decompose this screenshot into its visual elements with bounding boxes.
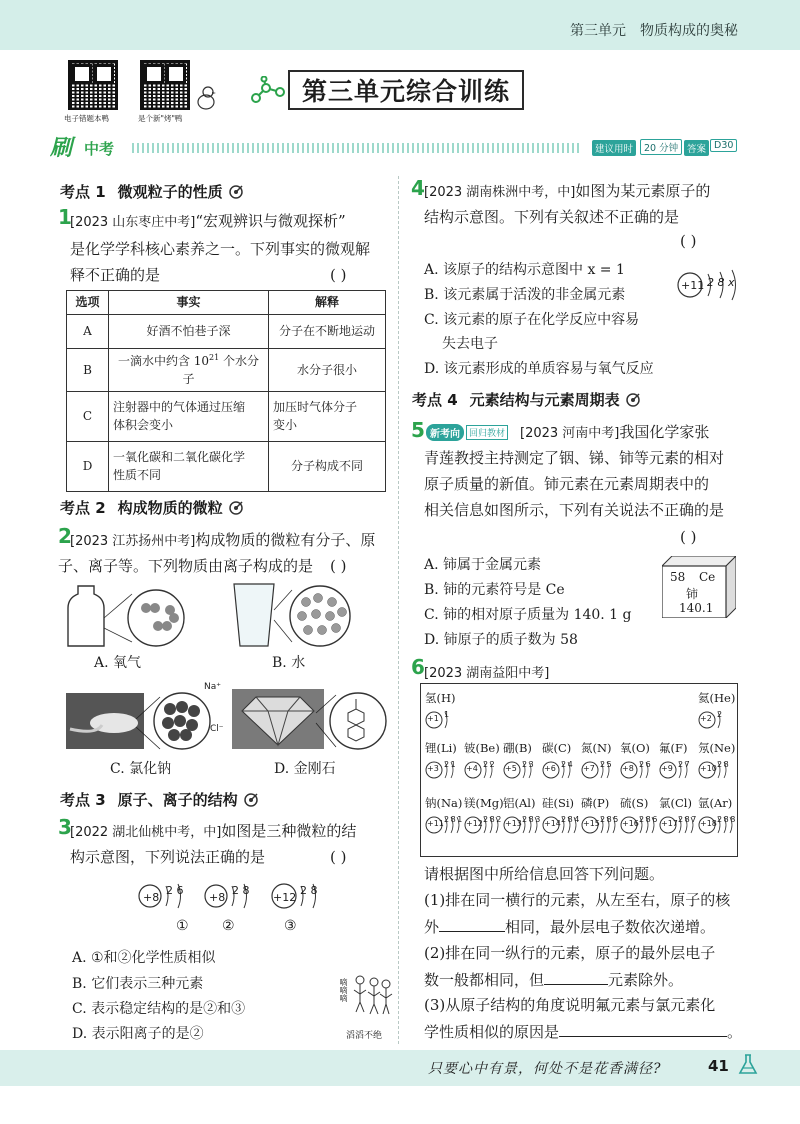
element-nucleus: +1 <box>427 714 439 723</box>
kp4-heading <box>412 389 640 410</box>
kp4-num: 考点 4 <box>412 391 458 409</box>
q6-sub2-a: (2)排在同一纵行的元素，原子的最外层电子 <box>424 944 716 962</box>
q5-source: [2023 河南中考] <box>520 426 620 441</box>
element-nucleus: +8 <box>622 764 634 773</box>
kp2-heading <box>60 497 243 518</box>
element-name: 硅(Si) <box>542 796 575 810</box>
row-explanation: 分子在不断地运动 <box>269 315 386 349</box>
row-explanation <box>269 392 386 442</box>
fact-line1: 注射器中的气体通过压缩 <box>113 400 246 415</box>
q2-number: 2 <box>58 524 72 548</box>
row-explanation: 水分子很小 <box>269 349 386 392</box>
q3-option-d[interactable]: D. 表示阳离子的是② <box>72 1026 204 1042</box>
q5-badge: 新考向 <box>426 424 464 441</box>
q6-sub3-post: 。 <box>727 1023 743 1041</box>
q2-option-d[interactable]: D. 金刚石 <box>274 761 336 777</box>
column-divider <box>398 176 399 1044</box>
qr-right-caption: 是个新"烤"鸭 <box>138 114 183 123</box>
running-head <box>570 20 738 40</box>
element-nucleus: +14 <box>544 819 561 828</box>
q5-line1 <box>520 425 709 440</box>
q5-option-c[interactable]: C. 铈的相对原子质量为 140. 1 g <box>424 607 632 623</box>
element-shells: 2 4 <box>561 760 573 769</box>
target-icon <box>229 185 243 199</box>
element-name: 氢(H) <box>425 691 456 705</box>
q6-sub1-pre: 外 <box>424 918 440 936</box>
kp2-num: 考点 2 <box>60 499 106 517</box>
q4-option-c-cont: 失去电子 <box>442 336 498 352</box>
element-shells: 2 7 <box>678 760 690 769</box>
q6-sub1-post: 相同，最外层电子数依次递增。 <box>505 918 716 936</box>
row-fact <box>109 392 269 442</box>
q1-line1 <box>70 214 346 229</box>
element-name: 氟(F) <box>659 741 688 755</box>
q2-line2: 子、离子等。下列物质由离子构成的是 <box>58 557 314 575</box>
sodium-chloride-figure <box>66 683 216 753</box>
q3-number: 3 <box>58 815 72 839</box>
cartoon-figures <box>350 972 394 1024</box>
q4-option-b[interactable]: B. 该元素属于活泼的非金属元素 <box>424 287 626 303</box>
atom-2-label: ② <box>222 918 235 934</box>
fact-line1: 一氧化碳和二氧化碳化学 <box>113 450 246 465</box>
element-nucleus: +6 <box>544 764 556 773</box>
table-row <box>67 392 386 442</box>
element-nucleus: +3 <box>427 764 439 773</box>
q3-line1 <box>70 824 356 839</box>
q4-answer-paren[interactable]: ( ) <box>680 232 697 250</box>
topic-label: 物质构成的奥秘 <box>640 23 738 39</box>
q6-number: 6 <box>411 655 425 679</box>
q5-text1: 我国化学家张 <box>619 423 710 441</box>
table-row <box>67 315 386 349</box>
row-option: C <box>67 392 109 442</box>
kp3-num: 考点 3 <box>60 791 106 809</box>
element-shells: 2 2 <box>483 760 495 769</box>
element-shells: 2 1 <box>444 760 456 769</box>
fact-line2: 性质不同 <box>113 467 162 482</box>
th-explanation: 解释 <box>269 291 386 315</box>
cartoon-caption-bottom: 滔滔不绝 <box>346 1031 383 1041</box>
q4-option-a[interactable]: A. 该原子的结构示意图中 x = 1 <box>424 262 625 278</box>
element-nucleus: +11 <box>427 819 444 828</box>
element-name: 锂(Li) <box>425 741 457 755</box>
fact-pre: 一滴水中约含 10 <box>117 354 210 369</box>
q1-number: 1 <box>58 205 72 229</box>
duck-icon <box>196 84 216 112</box>
q2-line1 <box>70 533 375 548</box>
element-nucleus: +4 <box>466 764 478 773</box>
q1-line3: 释不正确的是 <box>70 266 161 284</box>
q6-sub2-b <box>424 972 683 988</box>
q5-line2: 青莲教授主持测定了铟、锑、铈等元素的相对 <box>424 449 725 467</box>
target-icon <box>229 501 243 515</box>
q5-number: 5 <box>411 418 425 442</box>
q4-line1 <box>424 184 710 199</box>
kp1-num: 考点 1 <box>60 183 106 201</box>
card-number: 58 <box>670 570 686 584</box>
card-name: 铈 <box>686 587 699 601</box>
answer-page: D30 <box>710 139 737 152</box>
q6-sub3-a: (3)从原子结构的角度说明氟元素与氯元素化 <box>424 996 716 1014</box>
element-nucleus: +13 <box>505 819 522 828</box>
element-nucleus: +9 <box>661 764 673 773</box>
unit-label: 第三单元 <box>570 23 626 39</box>
atom-3-shells: 2 8 <box>300 884 318 897</box>
atom-1-label: ① <box>176 918 189 934</box>
q2-option-c[interactable]: C. 氯化钠 <box>110 761 172 777</box>
element-nucleus: +18 <box>700 819 717 828</box>
kp2-title: 构成物质的微粒 <box>117 499 223 517</box>
molecule-icon <box>250 76 286 104</box>
element-name: 氩(Ar) <box>698 796 733 810</box>
element-nucleus: +15 <box>583 819 600 828</box>
ion-na-label: Na⁺ <box>204 682 221 692</box>
q1-table <box>66 290 386 492</box>
practice-mark: 刷 <box>50 136 73 161</box>
row-fact <box>109 442 269 492</box>
element-name: 碳(C) <box>542 741 572 755</box>
atom-2-nucleus: +8 <box>209 891 226 904</box>
q6-sub2-post: 元素除外。 <box>608 971 684 989</box>
q3-line2: 构示意图，下列说法正确的是 <box>70 848 266 866</box>
th-option: 选项 <box>67 291 109 315</box>
q6-sub1-a: (1)排在同一横行的元素，从左至右，原子的核 <box>424 891 731 909</box>
th-fact: 事实 <box>109 291 269 315</box>
q2-option-a[interactable]: A. 氧气 <box>94 655 142 671</box>
kp1-title: 微观粒子的性质 <box>117 183 223 201</box>
q1-source: [2023 山东枣庄中考] <box>70 215 196 230</box>
q4-atom-shells: 2 8 x <box>707 276 735 289</box>
q5-line4: 相关信息如图所示，下列有关说法不正确的是 <box>424 501 725 519</box>
expl-line1: 加压时气体分子 <box>273 400 358 415</box>
kp3-heading <box>60 789 258 810</box>
atom-2-shells: 2 8 <box>232 884 250 897</box>
element-name: 铝(Al) <box>503 796 536 810</box>
element-nucleus: +12 <box>466 819 483 828</box>
row-option: D <box>67 442 109 492</box>
q2-answer-paren[interactable]: ( ) <box>330 557 347 575</box>
element-name: 硫(S) <box>620 796 649 810</box>
row-explanation: 分子构成不同 <box>269 442 386 492</box>
element-shells: 2 8 2 <box>483 815 501 824</box>
q3-answer-paren[interactable]: ( ) <box>330 848 347 866</box>
table-row <box>67 442 386 492</box>
element-shells: 2 6 <box>639 760 651 769</box>
q1-answer-paren[interactable]: ( ) <box>330 266 347 284</box>
element-shells: 2 8 5 <box>600 815 618 824</box>
q6-sub1-b <box>424 919 715 935</box>
element-shells: 2 3 <box>522 760 534 769</box>
element-name: 铍(Be) <box>464 741 500 755</box>
element-nucleus: +10 <box>700 764 717 773</box>
cartoon-caption-top: 嘀嘀嘀 <box>339 978 348 1002</box>
row-fact: 好酒不怕巷子深 <box>109 315 269 349</box>
q3-option-b[interactable]: B. 它们表示三种元素 <box>72 976 204 992</box>
fact-sup: 21 <box>209 353 220 363</box>
q3-option-c[interactable]: C. 表示稳定结构的是②和③ <box>72 1001 246 1017</box>
q6-sub3-pre: 学性质相似的原因是 <box>424 1023 560 1041</box>
q1-line2: 是化学学科核心素养之一。下列事实的微观解 <box>70 240 371 258</box>
element-name: 氖(Ne) <box>698 741 736 755</box>
q4-atom-nucleus: +11 <box>681 279 705 292</box>
card-symbol: Ce <box>699 570 716 584</box>
element-shells: 2 8 7 <box>678 815 696 824</box>
atom-1-nucleus: +8 <box>143 891 160 904</box>
diamond-figure <box>232 683 392 753</box>
q4-number: 4 <box>411 176 425 200</box>
card-mass: 140.1 <box>679 601 714 615</box>
q5-option-d[interactable]: D. 铈原子的质子数为 58 <box>424 632 578 648</box>
q6-blank-2[interactable] <box>544 972 608 985</box>
element-shells: 2 8 <box>717 760 729 769</box>
q5-badge2: 回归教材 <box>466 425 508 440</box>
element-name: 钠(Na) <box>425 796 463 810</box>
element-name: 氦(He) <box>698 691 736 705</box>
q6-prompt: 请根据图中所给信息回答下列问题。 <box>424 865 665 883</box>
practice-label: 中考 <box>84 140 115 158</box>
q5-option-b[interactable]: B. 铈的元素符号是 Ce <box>424 582 565 598</box>
answer-label: 答案 <box>684 140 709 156</box>
element-shells: 2 8 3 <box>522 815 540 824</box>
q5-answer-paren[interactable]: ( ) <box>680 528 697 546</box>
table-row <box>67 349 386 392</box>
fact-line2: 体积会变小 <box>113 417 174 432</box>
q2-source: [2023 江苏扬州中考] <box>70 534 196 549</box>
target-icon <box>244 793 258 807</box>
q2-option-b[interactable]: B. 水 <box>272 655 306 671</box>
q2-text1: 构成物质的微粒有分子、原 <box>195 531 376 549</box>
q6-blank-3[interactable] <box>559 1024 727 1037</box>
row-fact <box>109 349 269 392</box>
element-shells: 2 8 1 <box>444 815 462 824</box>
flask-icon <box>736 1052 760 1076</box>
fact-post: 个水分子 <box>182 354 260 386</box>
q5-option-a[interactable]: A. 铈属于金属元素 <box>424 557 542 573</box>
dotted-rule <box>132 143 580 153</box>
kp1-heading <box>60 181 243 202</box>
q4-line2: 结构示意图。下列有关叙述不正确的是 <box>424 208 680 226</box>
q3-atom-diagrams <box>136 880 326 912</box>
atom-3-label: ③ <box>284 918 297 934</box>
row-option: A <box>67 315 109 349</box>
q3-source: [2022 湖北仙桃中考，中] <box>70 825 222 840</box>
table-header-row <box>67 291 386 315</box>
q5-line3: 原子质量的新值。铈元素在元素周期表中的 <box>424 475 710 493</box>
element-nucleus: +5 <box>505 764 517 773</box>
element-shells: 2 <box>717 710 722 719</box>
element-shells: 2 8 6 <box>639 815 657 824</box>
element-name: 氮(N) <box>581 741 612 755</box>
time-label: 建议用时 <box>592 140 636 156</box>
element-name: 镁(Mg) <box>464 796 504 810</box>
page-title: 第三单元综合训练 <box>288 70 524 110</box>
q6-blank-1[interactable] <box>439 919 505 932</box>
element-shells: 2 8 8 <box>717 815 735 824</box>
atom-1-shells: 2 6 <box>166 884 184 897</box>
time-value: 20 分钟 <box>640 139 682 155</box>
kp3-title: 原子、离子的结构 <box>117 791 238 809</box>
element-name: 磷(P) <box>581 796 610 810</box>
qr-code-left[interactable] <box>68 60 118 110</box>
element-name: 硼(B) <box>503 741 532 755</box>
q6-source: [2023 湖南益阳中考] <box>424 666 550 681</box>
element-name: 氧(O) <box>620 741 650 755</box>
element-shells: 2 5 <box>600 760 612 769</box>
q4-option-c[interactable]: C. 该元素的原子在化学反应中容易 <box>424 312 640 328</box>
page-number: 41 <box>708 1057 729 1075</box>
q4-option-d[interactable]: D. 该元素形成的单质容易与氧气反应 <box>424 361 654 377</box>
q4-source: [2023 湖南株洲中考，中] <box>424 185 576 200</box>
ion-cl-label: Cl⁻ <box>210 724 224 734</box>
q6-sub3-b <box>424 1024 742 1040</box>
element-nucleus: +7 <box>583 764 595 773</box>
q1-text1: “宏观辨识与微观探析” <box>195 212 346 230</box>
q3-text1: 如图是三种微粒的结 <box>221 822 357 840</box>
q4-text1: 如图为某元素原子的 <box>575 182 711 200</box>
footer-motto: 只要心中有景，何处不是花香满径? <box>428 1061 662 1077</box>
target-icon <box>626 393 640 407</box>
qr-code-right[interactable] <box>140 60 190 110</box>
kp4-title: 元素结构与元素周期表 <box>469 391 620 409</box>
element-nucleus: +16 <box>622 819 639 828</box>
qr-left-caption: 电子错题本鸭 <box>64 114 109 123</box>
oxygen-figure <box>64 580 196 650</box>
element-name: 氯(Cl) <box>659 796 692 810</box>
atom-3-nucleus: +12 <box>273 891 297 904</box>
q6-sub2-pre: 数一般都相同，但 <box>424 971 545 989</box>
footer-band <box>0 1050 800 1086</box>
water-figure <box>228 580 360 650</box>
q3-option-a[interactable]: A. ①和②化学性质相似 <box>72 950 216 966</box>
element-shells: 1 <box>444 710 449 719</box>
row-option: B <box>67 349 109 392</box>
element-nucleus: +2 <box>700 714 712 723</box>
expl-line2: 变小 <box>273 417 298 432</box>
element-shells: 2 8 4 <box>561 815 579 824</box>
element-nucleus: +17 <box>661 819 678 828</box>
